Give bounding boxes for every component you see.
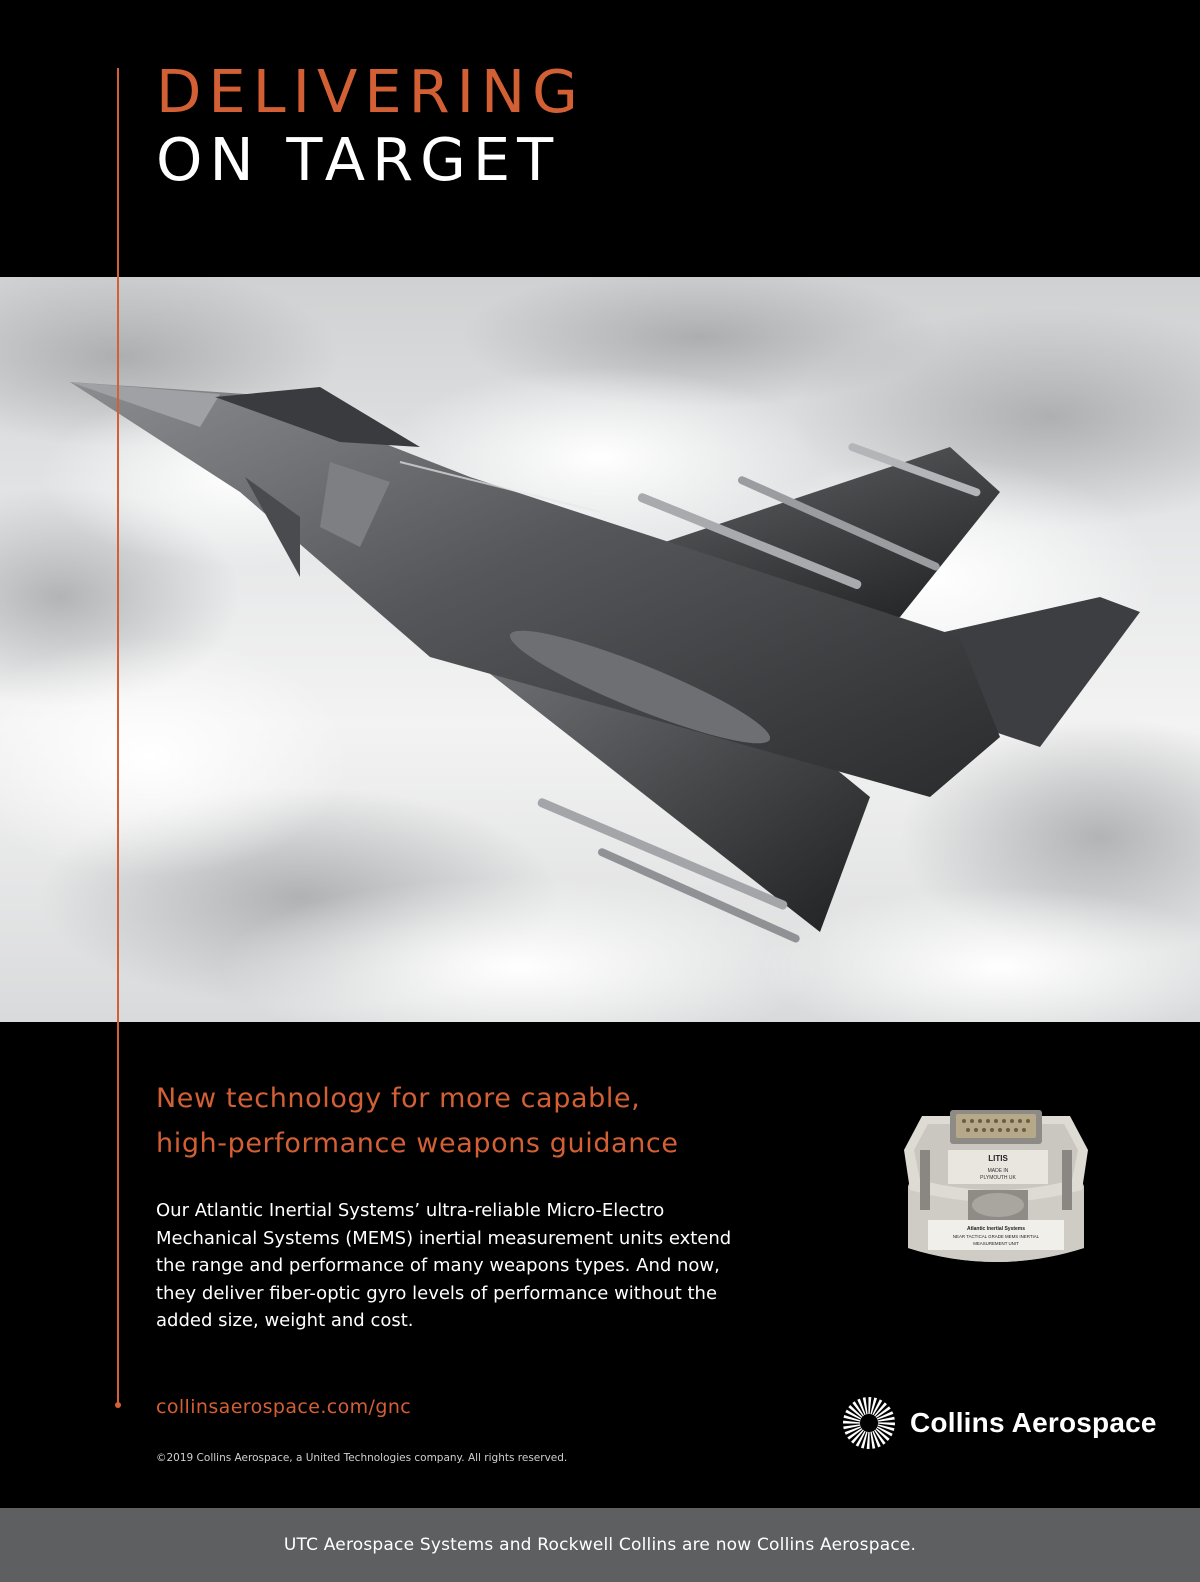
- sunburst-ray: [868, 1397, 871, 1414]
- product-label-brand: Atlantic Inertial Systems: [966, 1226, 1026, 1232]
- body-line-2: Mechanical Systems (MEMS) inertial measurement units extend: [156, 1227, 732, 1249]
- body-line-3: the range and performance of many weapons types. And now,: [156, 1255, 720, 1276]
- imu-product-photo: [898, 1098, 1094, 1274]
- website-link[interactable]: collinsaerospace.com/gnc: [156, 1396, 412, 1418]
- headline-line-1: DELIVERING: [156, 57, 585, 126]
- subheadline-line-1: New technology for more capable,: [156, 1083, 641, 1114]
- collins-aerospace-logo: [842, 1396, 1157, 1450]
- body-line-1: Our Atlantic Inertial Systems’ ultra-reliable Micro-Electro: [156, 1200, 665, 1221]
- copyright-notice: ©2019 Collins Aerospace, a United Technologies company. All rights reserved.: [156, 1452, 568, 1464]
- body-line-5: added size, weight and cost.: [156, 1310, 414, 1331]
- subheadline-line-2: high-performance weapons guidance: [156, 1128, 679, 1159]
- sunburst-ray: [867, 1432, 870, 1449]
- body-line-4: they deliver fiber-optic gyro levels of performance without the: [156, 1282, 718, 1304]
- accent-rule-end-dot: [115, 1402, 121, 1408]
- product-label-desc: NEAR TACTICAL GRADE MEMS INERTIAL: [952, 1234, 1040, 1239]
- product-label-made: MADE IN: [987, 1168, 1009, 1174]
- hero-jet-photo: [0, 277, 1200, 1022]
- headline-line-2: ON TARGET: [156, 125, 561, 194]
- subheadline: [156, 1076, 796, 1166]
- product-label-place: PLYMOUTH UK: [980, 1175, 1016, 1181]
- logo-wordmark: Collins Aerospace: [910, 1407, 1157, 1438]
- sunburst-logo-icon: [842, 1396, 896, 1450]
- sunburst-ray: [878, 1422, 895, 1425]
- footer-band: [0, 1508, 1200, 1582]
- headline: [156, 58, 585, 194]
- body-copy: [156, 1197, 776, 1335]
- footer-text: UTC Aerospace Systems and Rockwell Collins are now Collins Aerospace.: [283, 1535, 917, 1555]
- product-label-desc2: MEASUREMENT UNIT: [973, 1241, 1019, 1246]
- jet-over-clouds-image: [0, 277, 1200, 1022]
- product-label-title: LITIS: [988, 1154, 1008, 1163]
- sunburst-ray: [843, 1421, 860, 1424]
